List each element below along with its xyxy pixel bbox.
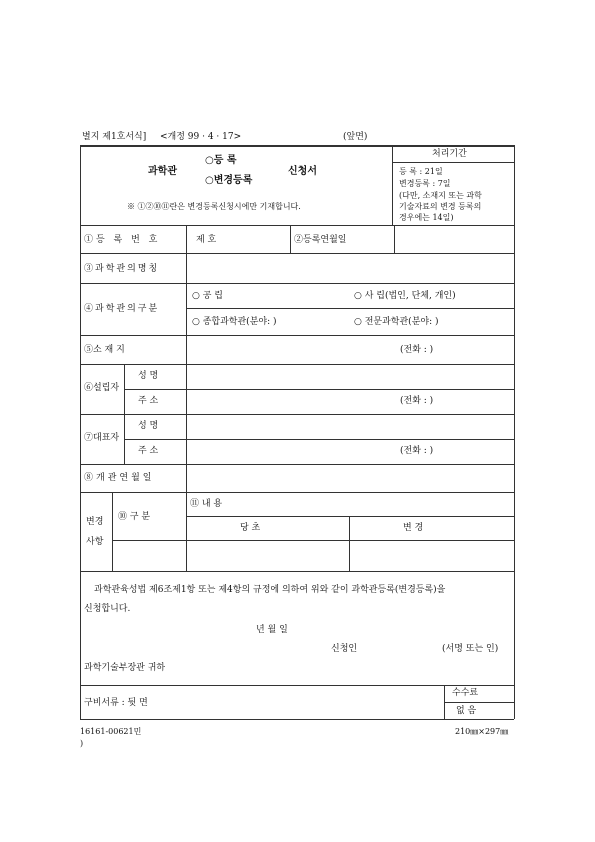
reg-no-value[interactable]: 제 호 bbox=[196, 235, 217, 245]
form-right-border bbox=[514, 145, 515, 719]
applicant-label: 신청인 bbox=[331, 644, 358, 654]
document-code-suffix: ) bbox=[80, 739, 84, 748]
col-line bbox=[112, 492, 113, 571]
title-option-change: ○변경등록 bbox=[205, 175, 253, 186]
representative-label: ⑦대표자 bbox=[84, 433, 120, 443]
founder-phone: (전화 : ) bbox=[400, 396, 434, 406]
representative-address-label: 주 소 bbox=[138, 446, 159, 456]
form-number: 별지 제1호서식] bbox=[82, 132, 147, 142]
col-line bbox=[186, 225, 187, 253]
processing-header-line bbox=[392, 162, 514, 163]
after-label: 변 경 bbox=[403, 523, 424, 533]
classification-label: ④과학관의구분 bbox=[84, 304, 160, 314]
revision-date: <개정 99 · 4 · 17> bbox=[160, 132, 242, 142]
changes-label: 변경 bbox=[86, 517, 104, 527]
row-line bbox=[80, 335, 514, 336]
row-line bbox=[80, 414, 514, 415]
reg-no-label: ①등 록 번 호 bbox=[84, 235, 161, 245]
row-line bbox=[186, 516, 514, 517]
processing-line: 경우에는 14일) bbox=[399, 213, 454, 222]
processing-line: 기술자료의 변경 등록의 bbox=[399, 202, 482, 211]
founder-name-label: 성 명 bbox=[138, 371, 159, 381]
processing-header: 처리기간 bbox=[432, 149, 467, 159]
founder-address-label: 주 소 bbox=[138, 396, 159, 406]
title-divider bbox=[392, 145, 393, 225]
fee-label: 수수료 bbox=[452, 688, 479, 698]
option-private[interactable]: ○ 사 립(법인, 단체, 개인) bbox=[354, 291, 456, 301]
row-line bbox=[80, 492, 514, 493]
option-public[interactable]: ○ 공 립 bbox=[192, 291, 223, 301]
form-top-border bbox=[80, 145, 514, 147]
processing-line: (다만, 소재지 또는 과학 bbox=[399, 191, 482, 200]
category-label: ⑩ 구 분 bbox=[118, 512, 151, 522]
representative-name-label: 성 명 bbox=[138, 421, 159, 431]
row-line bbox=[124, 439, 514, 440]
representative-phone: (전화 : ) bbox=[400, 446, 434, 456]
option-specialized[interactable]: ○ 전문과학관(분야: ) bbox=[354, 317, 439, 327]
page-side: (앞면) bbox=[343, 132, 368, 142]
document-code: 16161-00621민 bbox=[80, 727, 142, 736]
row-line bbox=[80, 283, 514, 284]
recipient: 과학기술부장관 귀하 bbox=[84, 663, 166, 673]
museum-name-label: ③과학관의명칭 bbox=[84, 264, 160, 274]
row-line bbox=[80, 571, 514, 572]
option-comprehensive[interactable]: ○ 종합과학관(분야: ) bbox=[192, 317, 277, 327]
col-line bbox=[186, 283, 187, 335]
form-left-border bbox=[80, 145, 81, 719]
processing-line: 변경등록 : 7일 bbox=[399, 179, 451, 188]
title-note: ※ ①②⑩⑪란은 변경등록신청시에만 기재합니다. bbox=[127, 202, 301, 211]
paper-size: 210㎜×297㎜ bbox=[455, 727, 509, 736]
form-bottom-border bbox=[80, 719, 514, 720]
col-line bbox=[186, 335, 187, 364]
title-option-register: ○등 록 bbox=[205, 155, 237, 166]
col-line bbox=[186, 253, 187, 283]
signature-label: (서명 또는 인) bbox=[442, 644, 499, 654]
row-line bbox=[80, 253, 514, 254]
col-line bbox=[394, 225, 395, 253]
content-label: ⑪ 내 용 bbox=[190, 499, 223, 509]
location-phone: (전화 : ) bbox=[400, 345, 434, 355]
row-line bbox=[112, 540, 514, 541]
fee-value: 없 음 bbox=[456, 706, 477, 716]
row-line bbox=[80, 685, 514, 686]
row-line bbox=[80, 464, 514, 465]
opening-date-label: ⑧개관연월일 bbox=[84, 473, 155, 483]
reg-date-label: ②등록연월일 bbox=[294, 235, 347, 245]
declaration-date: 년 월 일 bbox=[256, 625, 288, 635]
col-line bbox=[290, 225, 291, 253]
col-line bbox=[186, 464, 187, 492]
declaration-text: 과학관육성법 제6조제1항 또는 제4항의 규정에 의하여 위와 같이 과학관등록(변경등록)을 bbox=[94, 585, 446, 595]
col-line bbox=[186, 492, 187, 571]
title-prefix: 과학관 bbox=[148, 166, 177, 177]
row-line bbox=[124, 389, 514, 390]
changes-label: 사항 bbox=[86, 537, 104, 547]
location-label: ⑤소 재 지 bbox=[84, 345, 125, 355]
row-line bbox=[186, 308, 514, 309]
row-line bbox=[444, 702, 514, 703]
col-line bbox=[349, 516, 350, 571]
processing-line: 등 록 : 21일 bbox=[399, 167, 443, 176]
before-label: 당 초 bbox=[240, 523, 261, 533]
founder-label: ⑥설립자 bbox=[84, 383, 120, 393]
row-line bbox=[80, 225, 514, 226]
title-suffix: 신청서 bbox=[288, 166, 317, 177]
declaration-text: 신청합니다. bbox=[84, 604, 131, 614]
attachments-label: 구비서류 : 뒷 면 bbox=[84, 698, 148, 708]
row-line bbox=[80, 364, 514, 365]
